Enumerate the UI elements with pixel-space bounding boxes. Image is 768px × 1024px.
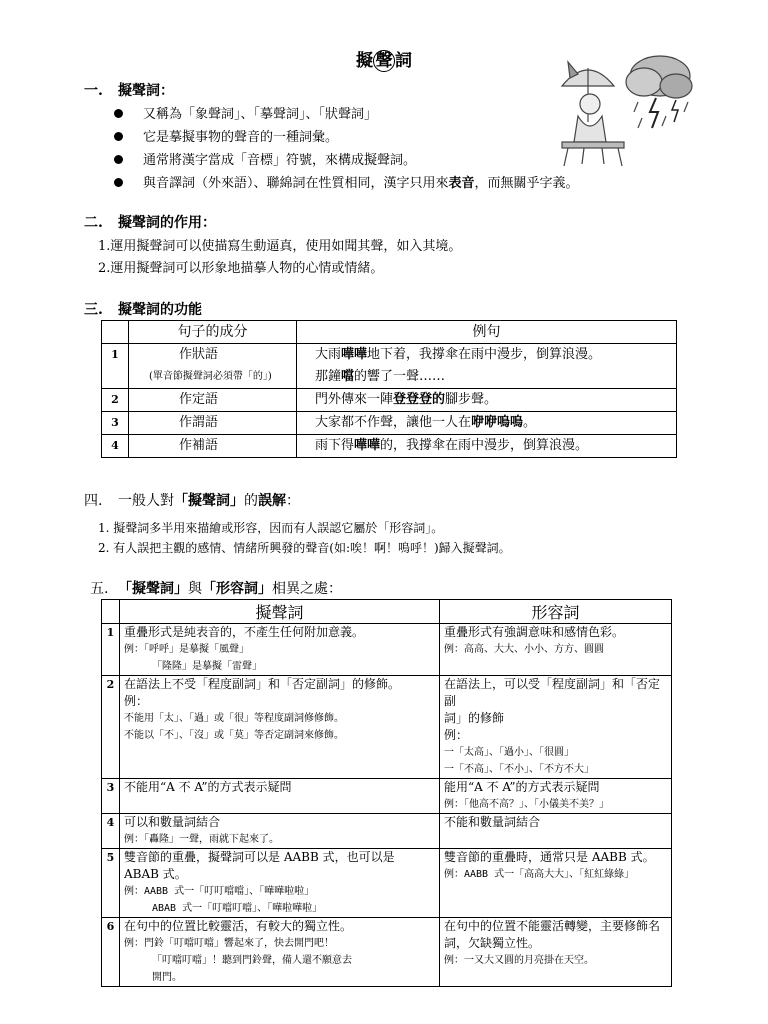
section-5-heading: 五. 「擬聲詞」與「形容詞」相異之處：: [90, 578, 342, 598]
section-heading-text: 擬聲詞的作用：: [118, 215, 216, 231]
adjective-cell: [440, 814, 672, 849]
cell-text: 例：: [444, 728, 469, 742]
adjective-cell: [440, 779, 672, 814]
column-header: 擬聲詞: [120, 600, 440, 624]
cell-text: 雙音節的重疊，擬聲詞可以是 AABB 式，也可以是: [124, 850, 395, 864]
section-heading-text: 擬聲詞的功能: [118, 302, 202, 318]
adjective-cell: [440, 849, 672, 918]
example-text: 例：「轟隆」一聲，雨就下起來了。: [124, 834, 279, 845]
section-number: 二.: [84, 215, 103, 231]
section-number: 三.: [84, 302, 103, 318]
example-text: 「隆隆」是摹擬「雷聲」: [152, 661, 262, 672]
example-text: 例：AABB 式一「高高大大」、「紅紅綠綠」: [444, 869, 635, 880]
list-item: 2. 有人誤把主觀的感情、情緒所興發的聲音(如:唉！啊！嗚呼！)歸入擬聲詞。: [98, 541, 511, 555]
title-circled-char: 聲: [373, 50, 395, 72]
example-text: 例：門鈴「叮噹叮噹」響起來了，快去開門吧！: [124, 938, 334, 949]
table-row: [102, 779, 672, 814]
cell-text: 能用“A 不 A”的方式表示疑問: [444, 780, 600, 794]
row-number: 2: [102, 676, 120, 779]
bullet-icon: [114, 132, 123, 141]
thunderstorm-clipart: [548, 46, 696, 174]
bullet-item: 又稱為「象聲詞」、「摹聲詞」、「狀聲詞」: [114, 103, 377, 122]
bullet-item: 通常將漢字當成「音標」符號，來構成擬聲詞。: [114, 149, 416, 168]
role-cell: 作謂語: [129, 412, 297, 435]
row-number: 5: [102, 849, 120, 918]
column-header: 形容詞: [440, 600, 672, 624]
onomatopoeia-cell: [120, 814, 440, 849]
table-row: 3 作謂語 大家都不作聲，讓他一人在咿咿嗚嗚。: [102, 412, 677, 435]
bullet-item: 與音譯詞（外來語）、聯綿詞在性質相同，漢字只用來表音，而無關乎字義。: [114, 172, 579, 191]
table-row: [102, 849, 672, 918]
adjective-cell: [440, 918, 672, 987]
role-cell: 作狀語: [179, 347, 219, 362]
table-row: [102, 918, 672, 987]
cell-text: 不能和數量詞結合: [444, 815, 541, 829]
table-row: 1 作狀語 (單音節擬聲詞必須帶「的」) 大雨嘩嘩地下着，我撐傘在雨中漫步，倒算浪漫。 那鐘噹的響了一聲……: [102, 344, 677, 389]
section-number: 五.: [90, 581, 109, 597]
onomatopoeia-cell: [120, 849, 440, 918]
bullet-icon: [114, 109, 123, 118]
row-number: 1: [102, 624, 120, 676]
cell-text: 在句中的位置不能靈活轉變，主要修飾名: [444, 919, 661, 933]
bullet-item: 它是摹擬事物的聲音的一種詞彙。: [114, 126, 338, 145]
role-cell: 作補語: [129, 435, 297, 458]
section-heading-text: 擬聲詞：: [118, 83, 174, 99]
column-header: 例句: [297, 321, 677, 344]
bullet-icon: [114, 178, 123, 187]
list-item: 1. 擬聲詞多半用來描繪或形容，因而有人誤認它屬於「形容詞」。: [98, 521, 444, 535]
function-table: [101, 320, 677, 458]
onomatopoeia-cell: [120, 676, 440, 779]
cell-text: 可以和數量詞結合: [124, 815, 221, 829]
list-item: 1.運用擬聲詞可以使描寫生動逼真，使用如聞其聲，如入其境。: [98, 239, 462, 254]
onomatopoeia-cell: [120, 624, 440, 676]
row-number: 4: [102, 814, 120, 849]
cell-text: 詞，欠缺獨立性。: [444, 936, 541, 950]
example-text: 不能以「不」、「沒」或「莫」等否定副詞來修飾。: [124, 730, 344, 741]
table-header-row: [102, 600, 672, 624]
table-row: [102, 814, 672, 849]
section-1-heading: [84, 80, 174, 100]
section-3-heading: [84, 299, 202, 319]
list-item: 2.運用擬聲詞可以形象地描摹人物的心情或情緒。: [98, 261, 384, 276]
table-row: [102, 624, 672, 676]
title-char: 詞: [395, 51, 412, 71]
title-char: 擬: [356, 51, 373, 71]
cell-text: 例：: [124, 694, 149, 708]
role-cell: 作定語: [129, 389, 297, 412]
example-text: 一「不高」、「不小」、「不方不大」: [444, 764, 594, 775]
bullet-icon: [114, 155, 123, 164]
example-sentence: 大雨嘩嘩地下着，我撐傘在雨中漫步，倒算浪漫。: [315, 347, 602, 362]
example-text: 例：「他高不高？」、「小儀美不美？」: [444, 799, 609, 810]
example-sentence: 大家都不作聲，讓他一人在咿咿嗚嗚。: [297, 412, 677, 435]
onomatopoeia-cell: [120, 918, 440, 987]
role-note: (單音節擬聲詞必須帶「的」): [149, 371, 272, 382]
comparison-table: [101, 599, 672, 987]
cell-text: 不能用“A 不 A”的方式表示疑問: [124, 780, 292, 794]
example-sentence: 雨下得嘩嘩的，我撐傘在雨中漫步，倒算浪漫。: [297, 435, 677, 458]
section-number: 一.: [84, 83, 103, 99]
adjective-cell: [440, 624, 672, 676]
example-text: 不能用「太」、「過」或「很」等程度副詞修修飾。: [124, 713, 344, 724]
cell-text: 雙音節的重疊時，通常只是 AABB 式。: [444, 850, 655, 864]
table-header-row: [102, 321, 677, 344]
example-sentence: 那鐘噹的響了一聲……: [315, 369, 446, 384]
cell-text: 在語法上不受「程度副詞」和「否定副詞」的修飾。: [124, 677, 401, 691]
cell-text: 在語法上，可以受「程度副詞」和「否定副: [444, 677, 661, 708]
example-text: 開門。: [152, 972, 182, 983]
example-text: 例：「呼呼」是摹擬「風聲」: [124, 644, 249, 655]
column-header: 句子的成分: [129, 321, 297, 344]
table-row: 4 作補語 雨下得嘩嘩的，我撐傘在雨中漫步，倒算浪漫。: [102, 435, 677, 458]
section-number: 四.: [84, 493, 103, 509]
section-4-heading: 四. 一般人對「擬聲詞」的誤解：: [84, 490, 300, 510]
example-text: ABAB 式一「叮噹叮噹」、「嘩啦嘩啦」: [152, 903, 323, 914]
example-text: 例：高高、大大、小小、方方、圓圓: [444, 644, 604, 655]
row-number: 6: [102, 918, 120, 987]
cell-text: 在句中的位置比較靈活，有較大的獨立性。: [124, 919, 353, 933]
example-text: 「叮噹叮噹」！聽到門鈴聲，備人還不願意去: [152, 955, 352, 966]
cell-text: ABAB 式。: [124, 867, 187, 881]
adjective-cell: [440, 676, 672, 779]
onomatopoeia-cell: [120, 779, 440, 814]
section-2-heading: [84, 212, 216, 232]
cell-text: 重疊形式有強調意味和感情色彩。: [444, 625, 625, 639]
cell-text: 重疊形式是純表音的，不產生任何附加意義。: [124, 625, 365, 639]
example-text: 例：一又大又圓的月亮掛在天空。: [444, 955, 594, 966]
cell-text: 詞」的修飾: [444, 711, 505, 725]
example-text: 一「太高」、「過小」、「很圓」: [444, 747, 574, 758]
row-number: 3: [102, 779, 120, 814]
table-row: [102, 676, 672, 779]
table-row: 2 作定語 門外傳來一陣登登登的腳步聲。: [102, 389, 677, 412]
example-sentence: 門外傳來一陣登登登的腳步聲。: [297, 389, 677, 412]
example-text: 例：AABB 式一「叮叮噹噹」、「嘩嘩啦啦」: [124, 886, 315, 897]
